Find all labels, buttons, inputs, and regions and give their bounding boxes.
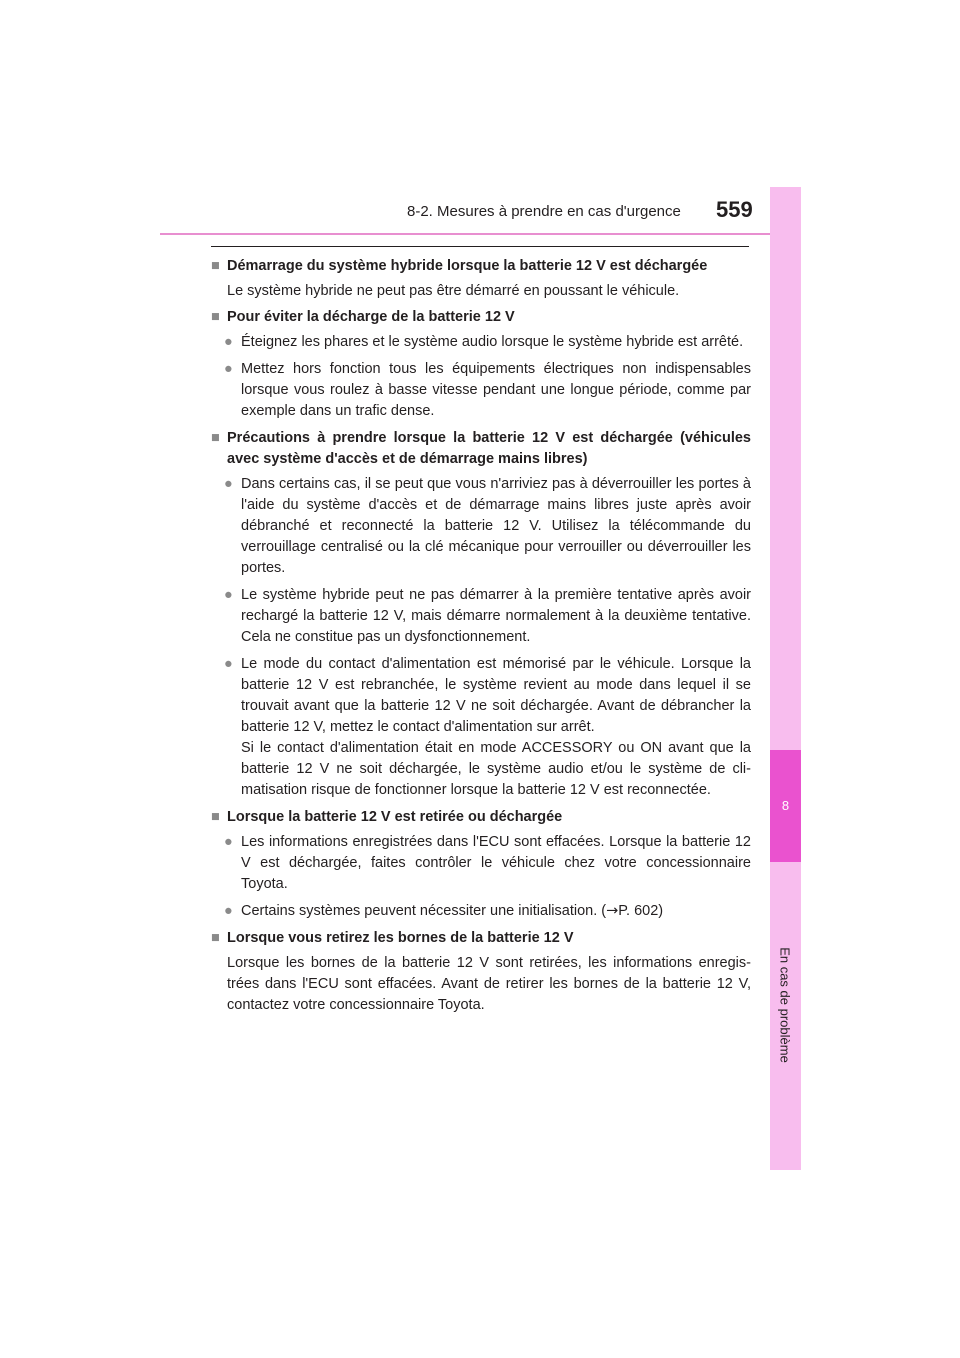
content-rule bbox=[211, 246, 749, 247]
bullet-dot-icon: ● bbox=[224, 834, 233, 850]
page-content bbox=[211, 256, 751, 1021]
list-item: ● Certains systèmes peuvent nécessiter une initialisation. (→P. 602) bbox=[211, 901, 751, 922]
square-marker-icon: ■ bbox=[211, 309, 220, 325]
chapter-number: 8 bbox=[781, 798, 790, 813]
bullet-dot-icon: ● bbox=[224, 656, 233, 672]
list-item: ● Éteignez les phares et le système audio lorsque le système hybride est arrêté. bbox=[211, 332, 751, 353]
chapter-label: En cas de problème bbox=[777, 947, 793, 1063]
square-marker-icon: ■ bbox=[211, 809, 220, 825]
section-title: ■ Précautions à prendre lorsque la batterie 12 V est déchargée (véhicules avec système d'accès et de démarrage mains libres) bbox=[211, 430, 751, 467]
section-title: ■ Lorsque la batterie 12 V est retirée ou déchargée bbox=[211, 807, 751, 828]
section-title: ■ Lorsque vous retirez les bornes de la batterie 12 V bbox=[211, 928, 751, 949]
section-remove-terminals bbox=[211, 928, 751, 1016]
section-avoid-discharge bbox=[211, 307, 751, 422]
page-number: 559 bbox=[716, 197, 753, 222]
header-divider bbox=[160, 233, 800, 235]
square-marker-icon: ■ bbox=[211, 258, 220, 274]
list-item: ● Le système hybride peut ne pas démarrer à la première tentative après avoir rechargé la batterie 12 V, mais démarre normalement à la deuxième tentative. Cela ne constitue pas un dysfonctionnement. bbox=[224, 587, 751, 645]
square-marker-icon: ■ bbox=[211, 430, 220, 446]
section-precautions bbox=[211, 428, 751, 801]
list-item: ● Mettez hors fonction tous les équipements électriques non indispensables lorsque vous roulez à basse vitesse pendant une longue période, comme par exemple dans un trafic dense. bbox=[224, 361, 751, 419]
bullet-dot-icon: ● bbox=[224, 587, 233, 603]
bullet-dot-icon: ● bbox=[224, 361, 233, 377]
section-title: ■ Pour éviter la décharge de la batterie 12 V bbox=[211, 307, 751, 328]
page-reference-link[interactable]: P. 602) bbox=[618, 903, 664, 919]
list-item: ● Les informations enregistrées dans l'ECU sont effacées. Lorsque la batterie 12 V est déchargée, faites contrôler le véhicule chez votre concessionnaire Toyota. bbox=[224, 834, 751, 892]
reference-arrow-icon: → bbox=[606, 903, 619, 919]
section-text: Le système hybride ne peut pas être démarré en poussant le véhicule. bbox=[227, 283, 680, 299]
bullet-dot-icon: ● bbox=[224, 903, 233, 919]
header-section-title: 8-2. Mesures à prendre en cas d'urgence bbox=[407, 203, 681, 220]
section-title: ■ Démarrage du système hybride lorsque la batterie 12 V est déchargée bbox=[211, 256, 751, 277]
bullet-dot-icon: ● bbox=[224, 334, 233, 350]
section-hybrid-start bbox=[211, 256, 751, 302]
square-marker-icon: ■ bbox=[211, 930, 220, 946]
section-battery-removed bbox=[211, 807, 751, 922]
list-item: ● Le mode du contact d'alimentation est mémorisé par le véhicule. Lorsque la batterie 12 V est rebranchée, le système revient au mode dans lequel il se trouvait avant que la batterie 12 V ne soit déchargée. Avant de débrancher la batterie 12 V, mettez le contact d'alimentation sur arrêt. Si le contact d'alimentation était en mode ACCESSORY ou ON avant que la batterie 12 V ne soit déchargée, le système audio et/ou le système de cli-matisation risque de fonctionner lorsque la batterie 12 V est reconnectée. bbox=[224, 656, 751, 798]
chapter-tab[interactable] bbox=[770, 750, 801, 862]
list-item: ● Dans certains cas, il se peut que vous n'arriviez pas à déverrouiller les portes à l'aide du système d'accès et de démarrage mains libres juste après avoir débranché et reconnecté la batterie 12 V. Utilisez la télécommande du verrouillage centralisé ou la clé mécanique pour verrouiller ou déverrouiller les portes. bbox=[224, 476, 751, 576]
section-text: Lorsque les bornes de la batterie 12 V sont retirées, les informations enregis-trées dans l'ECU sont effacées. Avant de retirer les bornes de la batterie 12 V, contactez votre concessionnaire Toyota. bbox=[227, 955, 751, 1013]
bullet-dot-icon: ● bbox=[224, 476, 233, 492]
